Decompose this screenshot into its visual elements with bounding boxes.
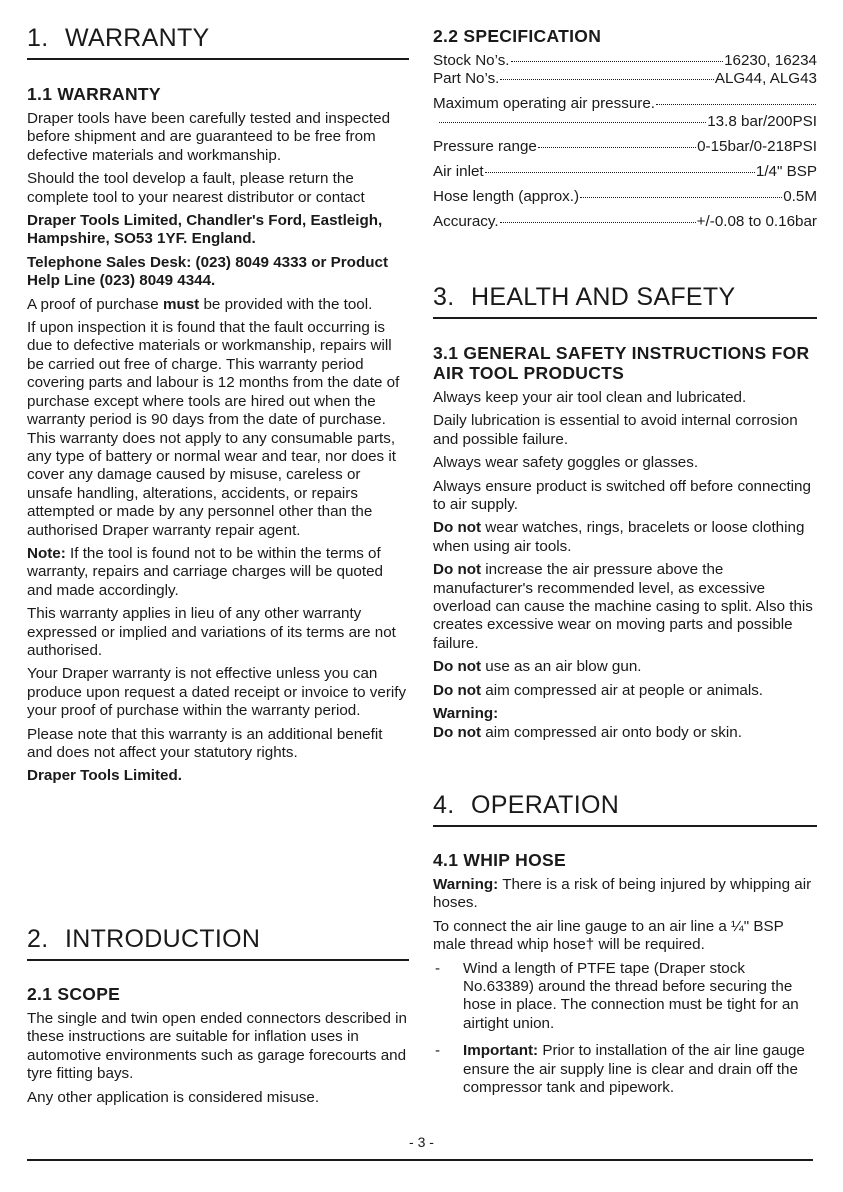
subheading-specification: 2.2 SPECIFICATION: [433, 26, 602, 46]
warranty-paragraph: Please note that this warranty is an additional benefit and does not affect your statutory rights.: [27, 725, 383, 761]
section-heading-health-safety: 3. HEALTH AND SAFETY: [433, 283, 817, 319]
safety-section: [433, 343, 817, 747]
whip-hose-section: [433, 850, 817, 1106]
warranty-paragraph: Should the tool develop a fault, please return the complete tool to your nearest distributor or contact: [27, 170, 365, 206]
scope-section: [27, 984, 409, 1112]
spec-row: Pressure range 0-15bar/0-218PSI: [433, 138, 817, 155]
safety-paragraph: Do not aim compressed air at people or animals.: [433, 681, 764, 699]
safety-paragraph: Daily lubrication is essential to avoid internal corrosion and possible failure.: [433, 412, 798, 448]
warranty-paragraph: Your Draper warranty is not effective unless you can produce upon request a dated receipt or invoice to verify your proof of purchase within the warranty period.: [27, 665, 407, 720]
section-heading-warranty: 1. WARRANTY: [27, 24, 409, 60]
operation-list: [433, 960, 817, 1098]
warranty-paragraph: A proof of purchase must be provided with the tool.: [27, 295, 373, 313]
specification-section: [433, 26, 817, 231]
subheading-whip-hose: 4.1 WHIP HOSE: [433, 850, 566, 870]
operation-paragraph: To connect the air line gauge to an air line a ¼" BSP male thread whip hose† will be required.: [433, 917, 784, 954]
spec-row: Hose length (approx.) 0.5M: [433, 188, 817, 205]
spec-row: Accuracy. +/-0.08 to 0.16bar: [433, 213, 817, 230]
safety-paragraph: Do not increase the air pressure above the manufacturer's recommended level, as excessive overload can cause the machine casing to split. Also this creates excessive wear on moving parts and possible failure.: [433, 561, 813, 652]
warranty-paragraph: If upon inspection it is found that the fault occurring is due to defective materials or workmanship, repairs will be carried out free of charge. This warranty period covering parts and labour is 12 months from the date of purchase except where tools are hired out when the warranty period is 90 days from the date of purchase. This warranty does not apply to any consumable parts, any type of battery or normal wear and tear, nor does it cover any damage caused by misuse, careless or unsafe handling, alterations, accidents, or repairs attempted or made by any personnel other than the authorised Draper warranty repair agent.: [27, 319, 400, 539]
warranty-section: [27, 84, 409, 791]
list-item: - Important: Prior to installation of the air line gauge ensure the air supply line is clear and drain off the compressor tank and pipework.: [435, 1042, 805, 1097]
safety-paragraph: Do not wear watches, rings, bracelets or loose clothing when using air tools.: [433, 519, 805, 555]
operation-warning: Warning: There is a risk of being injured by whipping air hoses.: [433, 876, 812, 912]
subheading-warranty: 1.1 WARRANTY: [27, 84, 161, 104]
subheading-scope: 2.1 SCOPE: [27, 984, 121, 1004]
warranty-signoff: Draper Tools Limited.: [27, 767, 182, 785]
spec-row: Part No’s. ALG44, ALG43: [433, 70, 817, 87]
spec-row: Maximum operating air pressure.: [433, 95, 817, 113]
scope-paragraph: The single and twin open ended connectors described in these instructions are suitable for inflation uses in automotive environments such as garage forecourts and tyre fitting bays.: [27, 1010, 407, 1083]
warranty-note: Note: If the tool is found not to be within the terms of warranty, repairs and carriage charges will be quoted and made accordingly.: [27, 544, 383, 599]
safety-paragraph: Always keep your air tool clean and lubricated.: [433, 389, 747, 406]
subheading-safety: 3.1 GENERAL SAFETY INSTRUCTIONS FOR AIR TOOL PRODUCTS: [433, 343, 810, 383]
footer-rule: [27, 1159, 813, 1161]
company-address: Draper Tools Limited, Chandler's Ford, Eastleigh, Hampshire, SO53 1YF. England.: [27, 212, 383, 248]
safety-paragraph: Always ensure product is switched off before connecting to air supply.: [433, 477, 811, 514]
spec-row: Stock No’s. 16230, 16234: [433, 52, 817, 69]
safety-warning: Warning:: [433, 705, 499, 723]
section-heading-introduction: 2. INTRODUCTION: [27, 925, 409, 961]
page-number: - 3 -: [409, 1134, 434, 1150]
safety-paragraph: Always wear safety goggles or glasses.: [433, 454, 699, 472]
safety-paragraph: Do not use as an air blow gun.: [433, 658, 642, 676]
list-item: - Wind a length of PTFE tape (Draper stock No.63389) around the thread before securing the hose in place. The connection must be tight for an airtight union.: [435, 959, 799, 1032]
spec-row: 13.8 bar/200PSI: [433, 113, 817, 131]
section-heading-operation: 4. OPERATION: [433, 791, 817, 827]
warranty-paragraph: This warranty applies in lieu of any other warranty expressed or implied and variations of its terms are not authorised.: [27, 605, 396, 659]
scope-paragraph: Any other application is considered misuse.: [27, 1088, 320, 1106]
spec-row: Air inlet 1/4" BSP: [433, 163, 817, 180]
company-phone: Telephone Sales Desk: (023) 8049 4333 or Product Help Line (023) 8049 4344.: [27, 253, 388, 290]
warranty-paragraph: Draper tools have been carefully tested and inspected before shipment and are guaranteed to be free from defective materials and workmanship.: [27, 110, 391, 164]
safety-paragraph: Do not aim compressed air onto body or skin.: [433, 723, 742, 741]
